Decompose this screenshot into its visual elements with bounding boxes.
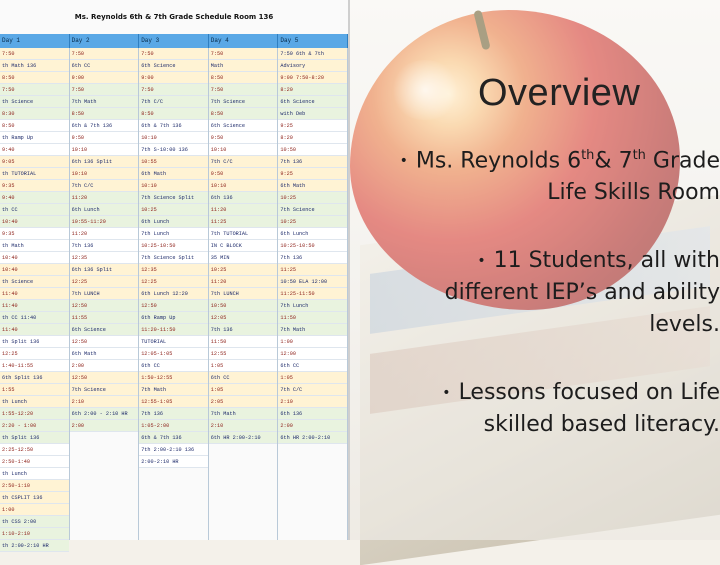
schedule-cell: IN C BLOCK <box>209 240 278 252</box>
schedule-cell: 10:10 <box>139 132 208 144</box>
schedule-cell: 7th Math <box>70 96 139 108</box>
schedule-cell: 10:10 <box>209 180 278 192</box>
schedule-cell: 12:05-1:05 <box>139 348 208 360</box>
schedule-cell: 10:25 <box>278 216 347 228</box>
schedule-cell: Advisory <box>278 60 347 72</box>
schedule-column <box>278 48 348 540</box>
schedule-cell: 7th TUTORIAL <box>209 228 278 240</box>
schedule-cell: 12:55-1:05 <box>139 396 208 408</box>
schedule-cell: 6th CC <box>139 360 208 372</box>
schedule-cell: 1:50-12:55 <box>139 372 208 384</box>
schedule-cell: 9:40 <box>0 192 69 204</box>
bullet-text-part: Ms. Reynolds 6 <box>415 148 582 174</box>
bullet-text: Lessons focused on Life skilled based literacy. <box>458 380 720 438</box>
bullet-item <box>384 140 720 209</box>
schedule-cell: 6th Lunch <box>278 228 347 240</box>
schedule-cell: 10:50 <box>278 144 347 156</box>
schedule-cell: 1:00 <box>0 504 69 516</box>
schedule-cell: 2:25-12:50 <box>0 444 69 456</box>
schedule-cell: 7th 136 <box>70 240 139 252</box>
schedule-cell: 8:50 <box>70 108 139 120</box>
schedule-cell: 10:25-10:50 <box>278 240 347 252</box>
schedule-cell: 6th HR 2:00-2:10 <box>209 432 278 444</box>
schedule-cell: th Lunch <box>0 468 69 480</box>
schedule-cell: 12:25 <box>70 276 139 288</box>
schedule-cell: 8:20 <box>278 132 347 144</box>
schedule-cell: 11:25-11:50 <box>278 288 347 300</box>
schedule-cell: 7:50 <box>70 84 139 96</box>
schedule-cell: 11:25 <box>278 264 347 276</box>
schedule-cell: th 2:00-2:10 HR <box>0 540 69 552</box>
schedule-cell: 6th Science <box>70 324 139 336</box>
schedule-cell: 2:10 <box>278 396 347 408</box>
schedule-cell: 1:55-12:20 <box>0 408 69 420</box>
schedule-cell: th Science <box>0 96 69 108</box>
schedule-cell: 2:10 <box>209 420 278 432</box>
schedule-cell: th TUTORIAL <box>0 168 69 180</box>
schedule-cell: 10:55-11:20 <box>70 216 139 228</box>
schedule-cell: 6th Science <box>209 120 278 132</box>
schedule-cell: 7th 136 <box>139 408 208 420</box>
schedule-cell: 7:50 <box>139 84 208 96</box>
schedule-cell: th CSS 2:00 <box>0 516 69 528</box>
schedule-cell: 10:10 <box>209 144 278 156</box>
schedule-day-headers <box>0 34 348 48</box>
schedule-cell: 11:40 <box>0 300 69 312</box>
schedule-cell: th CSPLIT 136 <box>0 492 69 504</box>
schedule-cell: 7:50 6th & 7th <box>278 48 347 60</box>
schedule-cell: 7th Math <box>209 408 278 420</box>
bullet-item <box>384 245 720 341</box>
schedule-cell: 12:50 <box>70 300 139 312</box>
schedule-cell: 2:05 <box>209 396 278 408</box>
schedule-cell: 6th Lunch 12:20 <box>139 288 208 300</box>
schedule-cell: 12:55 <box>209 348 278 360</box>
schedule-cell: 8:30 <box>0 108 69 120</box>
schedule-cell: th Ramp Up <box>0 132 69 144</box>
bullet-glyph: • <box>442 385 451 402</box>
schedule-cell: 1:00 <box>278 336 347 348</box>
schedule-cell: th Lunch <box>0 396 69 408</box>
schedule-cell: 7th S-10:00 136 <box>139 144 208 156</box>
schedule-cell: 7th 136 <box>278 156 347 168</box>
schedule-cell: 1:05 <box>209 384 278 396</box>
schedule-cell: 12:00 <box>278 348 347 360</box>
schedule-cell: 7:50 <box>70 48 139 60</box>
schedule-cell: 2:50-1:40 <box>0 456 69 468</box>
schedule-cell: 1:55 <box>0 384 69 396</box>
schedule-cell: 10:10 <box>139 180 208 192</box>
schedule-cell: 8:50 <box>209 72 278 84</box>
schedule-cell: 6th CC <box>209 372 278 384</box>
schedule-cell: 7th 2:00-2:10 136 <box>139 444 208 456</box>
schedule-cell: 6th CC <box>278 360 347 372</box>
schedule-cell: 11:40 <box>0 324 69 336</box>
schedule-grid <box>0 48 348 549</box>
schedule-cell: 11:55 <box>70 312 139 324</box>
schedule-cell: 7:50 <box>0 84 69 96</box>
schedule-cell: 10:40 <box>0 264 69 276</box>
schedule-cell: 10:25-10:50 <box>139 240 208 252</box>
slide-title: Overview <box>478 72 641 114</box>
schedule-cell: 2:00-2:10 HR <box>139 456 208 468</box>
schedule-cell: 7th C/C <box>70 180 139 192</box>
schedule-cell: 35 MIN <box>209 252 278 264</box>
schedule-cell: 2:00 <box>70 420 139 432</box>
schedule-cell: 7:50 <box>209 84 278 96</box>
schedule-cell: 7th Science Split <box>139 192 208 204</box>
schedule-cell: th Math 136 <box>0 60 69 72</box>
schedule-cell: 11:50 <box>209 336 278 348</box>
bullet-text: 11 Students, all with different IEP’s and ability levels. <box>444 248 720 338</box>
schedule-cell: 10:40 <box>0 216 69 228</box>
schedule-cell: 7th Science <box>70 384 139 396</box>
schedule-cell: 11:20 <box>70 228 139 240</box>
schedule-cell: 2:50-1:10 <box>0 480 69 492</box>
schedule-cell: 2:00 <box>70 360 139 372</box>
schedule-cell: 1:10-2:10 <box>0 528 69 540</box>
schedule-cell: 7th LUNCH <box>70 288 139 300</box>
schedule-cell: 10:10 <box>70 144 139 156</box>
schedule-cell: 11:20 <box>209 204 278 216</box>
schedule-cell: 11:40 <box>0 288 69 300</box>
schedule-cell: 2:10 <box>70 396 139 408</box>
day-header: Day 3 <box>139 34 209 48</box>
schedule-cell: 12:35 <box>70 252 139 264</box>
schedule-cell: 7th C/C <box>209 156 278 168</box>
bullet-glyph: • <box>399 153 408 170</box>
schedule-cell: 9:00 <box>139 72 208 84</box>
schedule-cell: 2:20 - 1:00 <box>0 420 69 432</box>
schedule-cell: 12:05 <box>209 312 278 324</box>
schedule-cell: 10:50 ELA 12:00 <box>278 276 347 288</box>
schedule-cell: 7:50 <box>209 48 278 60</box>
schedule-cell: th Split 136 <box>0 432 69 444</box>
schedule-cell: 9:35 <box>0 180 69 192</box>
schedule-cell: Math <box>209 60 278 72</box>
schedule-cell: 10:25 <box>209 264 278 276</box>
superscript: th <box>581 148 595 163</box>
schedule-column <box>209 48 279 540</box>
schedule-cell: 12:50 <box>139 300 208 312</box>
schedule-cell: 11:25 <box>209 216 278 228</box>
schedule-cell: 6th Lunch <box>139 216 208 228</box>
schedule-cell: TUTORIAL <box>139 336 208 348</box>
schedule-cell: 7th Math <box>139 384 208 396</box>
schedule-cell: 7th 136 <box>209 324 278 336</box>
schedule-cell: 9:25 <box>278 120 347 132</box>
bullet-text-part: & 7 <box>594 148 633 174</box>
schedule-cell: 9:00 7:50-8:20 <box>278 72 347 84</box>
schedule-cell: 7:50 <box>0 48 69 60</box>
bullet-glyph: • <box>477 253 486 270</box>
bullet-list <box>384 140 720 477</box>
schedule-cell: 11:20 <box>70 192 139 204</box>
schedule-cell: 9:05 <box>0 156 69 168</box>
schedule-image <box>0 0 350 549</box>
schedule-cell: 10:55 <box>139 156 208 168</box>
schedule-cell: 12:50 <box>70 336 139 348</box>
schedule-cell: 9:50 <box>209 132 278 144</box>
schedule-cell: 1:05-2:00 <box>139 420 208 432</box>
schedule-cell: 11:50 <box>278 312 347 324</box>
day-header: Day 5 <box>278 34 348 48</box>
schedule-cell: 1:40-11:55 <box>0 360 69 372</box>
schedule-cell: 7th 136 <box>278 252 347 264</box>
schedule-cell: 6th Science <box>278 96 347 108</box>
schedule-cell: 8:20 <box>278 84 347 96</box>
schedule-cell: 9:50 <box>70 132 139 144</box>
schedule-cell: 6th 2:00 - 2:10 HR <box>70 408 139 420</box>
schedule-cell: 6th 136 <box>278 408 347 420</box>
schedule-cell: 1:05 <box>209 360 278 372</box>
schedule-cell: 7th Science Split <box>139 252 208 264</box>
schedule-cell: 9:25 <box>278 168 347 180</box>
schedule-cell: 11:20-11:50 <box>139 324 208 336</box>
superscript: th <box>632 148 646 163</box>
schedule-cell: 6th 136 <box>209 192 278 204</box>
schedule-cell: 6th Math <box>70 348 139 360</box>
schedule-cell: 8:50 <box>209 108 278 120</box>
schedule-cell: 7th Lunch <box>139 228 208 240</box>
schedule-cell: 6th 136 Split <box>70 264 139 276</box>
schedule-column <box>0 48 70 549</box>
schedule-cell: 6th Science <box>139 60 208 72</box>
schedule-cell: 9:50 <box>209 168 278 180</box>
schedule-cell: 12:50 <box>70 372 139 384</box>
schedule-cell: 12:25 <box>139 276 208 288</box>
schedule-cell: 7:50 <box>139 48 208 60</box>
schedule-cell: 6th & 7th 136 <box>139 432 208 444</box>
schedule-cell: th Science <box>0 276 69 288</box>
day-header: Day 4 <box>209 34 279 48</box>
schedule-cell: th Math <box>0 240 69 252</box>
schedule-cell: 6th & 7th 136 <box>139 120 208 132</box>
schedule-cell: th Split 136 <box>0 336 69 348</box>
bullet-item <box>384 377 720 441</box>
bullet-text-part: Grade Life Skills Room <box>547 148 720 206</box>
schedule-cell: 6th Math <box>278 180 347 192</box>
schedule-cell: 2:00 <box>278 420 347 432</box>
schedule-cell: with Deb <box>278 108 347 120</box>
schedule-column <box>70 48 140 540</box>
day-header: Day 1 <box>0 34 70 48</box>
schedule-cell: 12:35 <box>139 264 208 276</box>
schedule-cell: 6th Lunch <box>70 204 139 216</box>
schedule-cell: 11:20 <box>209 276 278 288</box>
schedule-cell: 12:25 <box>0 348 69 360</box>
day-header: Day 2 <box>70 34 140 48</box>
schedule-cell: 9:00 <box>70 72 139 84</box>
schedule-cell: 1:05 <box>278 372 347 384</box>
schedule-cell: 8:50 <box>0 72 69 84</box>
schedule-cell: 6th Ramp Up <box>139 312 208 324</box>
schedule-title: Ms. Reynolds 6th & 7th Grade Schedule Room 136 <box>74 13 274 21</box>
schedule-cell: 6th 136 Split <box>70 156 139 168</box>
schedule-cell: 9:35 <box>0 228 69 240</box>
schedule-cell: 7th Math <box>278 324 347 336</box>
schedule-cell: 6th CC <box>70 60 139 72</box>
schedule-cell: 10:50 <box>209 300 278 312</box>
schedule-column <box>139 48 209 540</box>
schedule-cell: 7th C/C <box>278 384 347 396</box>
schedule-cell: 10:10 <box>70 168 139 180</box>
schedule-cell: th CC <box>0 204 69 216</box>
schedule-cell: 6th & 7th 136 <box>70 120 139 132</box>
schedule-cell: 7th LUNCH <box>209 288 278 300</box>
schedule-cell: 10:40 <box>0 252 69 264</box>
schedule-cell: 7th Science <box>278 204 347 216</box>
schedule-cell: 7th Science <box>209 96 278 108</box>
schedule-cell: 6th Split 136 <box>0 372 69 384</box>
schedule-cell: 6th Math <box>139 168 208 180</box>
schedule-cell: 8:50 <box>139 108 208 120</box>
schedule-cell: 6th HR 2:00-2:10 <box>278 432 347 444</box>
schedule-cell: th CC 11:40 <box>0 312 69 324</box>
schedule-cell: 9:40 <box>0 144 69 156</box>
schedule-cell: 10:25 <box>139 204 208 216</box>
schedule-cell: 7th C/C <box>139 96 208 108</box>
schedule-cell: 7th Lunch <box>278 300 347 312</box>
schedule-cell: 8:50 <box>0 120 69 132</box>
schedule-cell: 10:25 <box>278 192 347 204</box>
